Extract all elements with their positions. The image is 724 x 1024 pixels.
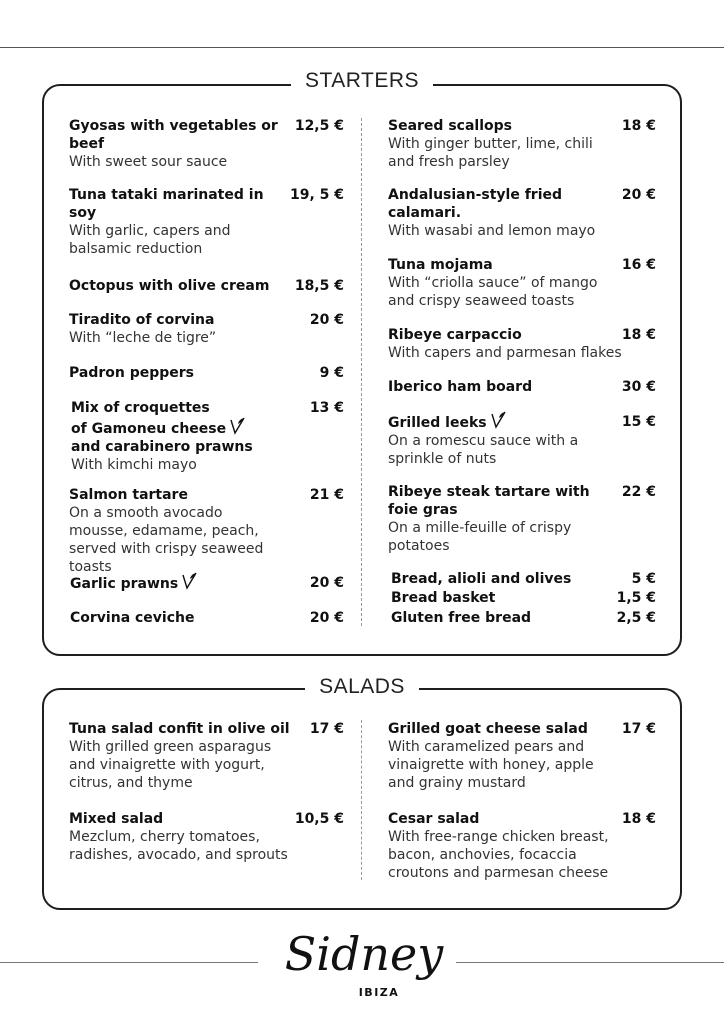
leaf-v-icon xyxy=(230,417,246,435)
menu-item-garlic-prawns: Garlic prawns xyxy=(70,572,285,593)
menu-item-corvina-ceviche: Corvina ceviche xyxy=(70,610,195,626)
price-mixed-salad: 10,5 € xyxy=(294,811,344,827)
leaf-v-icon xyxy=(182,572,198,590)
salads-heading: SALADS xyxy=(0,675,724,699)
price-seared-scallops: 18 € xyxy=(621,118,656,134)
footer-rule-right xyxy=(456,962,724,963)
price-tiradito: 20 € xyxy=(309,312,344,328)
menu-item-tiradito: Tiradito of corvina With “leche de tigre” xyxy=(69,312,217,346)
menu-item-octopus: Octopus with olive cream xyxy=(69,278,270,294)
price-salmon-tartare: 21 € xyxy=(309,487,344,503)
price-tuna-mojama: 16 € xyxy=(621,257,656,273)
menu-item-ribeye-carpaccio: Ribeye carpaccio With capers and parmesan flakes xyxy=(388,327,622,361)
price-gluten-free-bread: 2,5 € xyxy=(616,610,656,626)
menu-item-gyosas: Gyosas with vegetables or beef With sweet sour sauce xyxy=(69,118,278,170)
price-iberico-ham: 30 € xyxy=(621,379,656,395)
leaf-v-icon xyxy=(491,411,507,429)
menu-item-ribeye-tartare: Ribeye steak tartare with foie gras On a mille-feuille of crispy potatoes xyxy=(388,484,590,554)
salads-column-divider xyxy=(361,720,362,880)
menu-item-fried-calamari: Andalusian-style fried calamari. With wasabi and lemon mayo xyxy=(388,187,596,239)
menu-item-croquettes: Mix of croquettes of Gamoneu cheese and carabinero prawns With kimchi mayo xyxy=(71,400,253,473)
menu-item-seared-scallops: Seared scallops With ginger butter, lime, chili and fresh parsley xyxy=(388,118,593,170)
logo-wordmark: Sidney xyxy=(284,927,444,981)
price-corvina-ceviche: 20 € xyxy=(309,610,344,626)
menu-item-tuna-mojama: Tuna mojama With “criolla sauce” of mango and crispy seaweed toasts xyxy=(388,257,598,309)
price-ribeye-carpaccio: 18 € xyxy=(621,327,656,343)
logo-location: IBIZA xyxy=(358,986,400,999)
menu-item-mixed-salad: Mixed salad Mezclum, cherry tomatoes, radishes, avocado, and sprouts xyxy=(69,811,288,863)
price-bread-alioli: 5 € xyxy=(631,571,656,587)
menu-item-iberico-ham: Iberico ham board xyxy=(388,379,533,395)
menu-item-padron: Padron peppers xyxy=(69,365,195,381)
price-croquettes: 13 € xyxy=(309,400,344,416)
top-rule xyxy=(0,47,724,48)
menu-item-grilled-leeks: Grilled leeks On a romescu sauce with a sprinkle of nuts xyxy=(388,411,603,468)
menu-item-tuna-salad: Tuna salad confit in olive oil With grilled green asparagus and vinaigrette with yogurt, citrus, and thyme xyxy=(69,721,290,791)
menu-item-goat-cheese-salad: Grilled goat cheese salad With caramelized pears and vinaigrette with honey, apple and grainy mustard xyxy=(388,721,594,791)
starters-heading: STARTERS xyxy=(0,69,724,93)
menu-item-tuna-tataki: Tuna tataki marinated in soy With garlic, capers and balsamic reduction xyxy=(69,187,264,257)
price-cesar-salad: 18 € xyxy=(621,811,656,827)
sidney-logo xyxy=(283,920,445,1002)
starters-column-divider xyxy=(361,118,362,626)
price-bread-basket: 1,5 € xyxy=(616,590,656,606)
footer-rule-left xyxy=(0,962,258,963)
price-ribeye-tartare: 22 € xyxy=(621,484,656,500)
menu-item-bread-alioli: Bread, alioli and olives xyxy=(391,571,572,587)
price-grilled-leeks: 15 € xyxy=(621,414,656,430)
menu-item-cesar-salad: Cesar salad With free-range chicken breast, bacon, anchovies, focaccia croutons and parmesan cheese xyxy=(388,811,609,881)
price-garlic-prawns: 20 € xyxy=(309,575,344,591)
menu-item-gluten-free-bread: Gluten free bread xyxy=(391,610,532,626)
price-gyosas: 12,5 € xyxy=(294,118,344,134)
menu-item-bread-basket: Bread basket xyxy=(391,590,496,606)
price-padron: 9 € xyxy=(319,365,344,381)
price-goat-cheese-salad: 17 € xyxy=(621,721,656,737)
price-octopus: 18,5 € xyxy=(294,278,344,294)
menu-item-salmon-tartare: Salmon tartare On a smooth avocado mousse, edamame, peach, served with crispy seaweed toasts xyxy=(69,487,264,575)
price-tuna-salad: 17 € xyxy=(309,721,344,737)
price-fried-calamari: 20 € xyxy=(621,187,656,203)
price-tuna-tataki: 19, 5 € xyxy=(289,187,344,203)
